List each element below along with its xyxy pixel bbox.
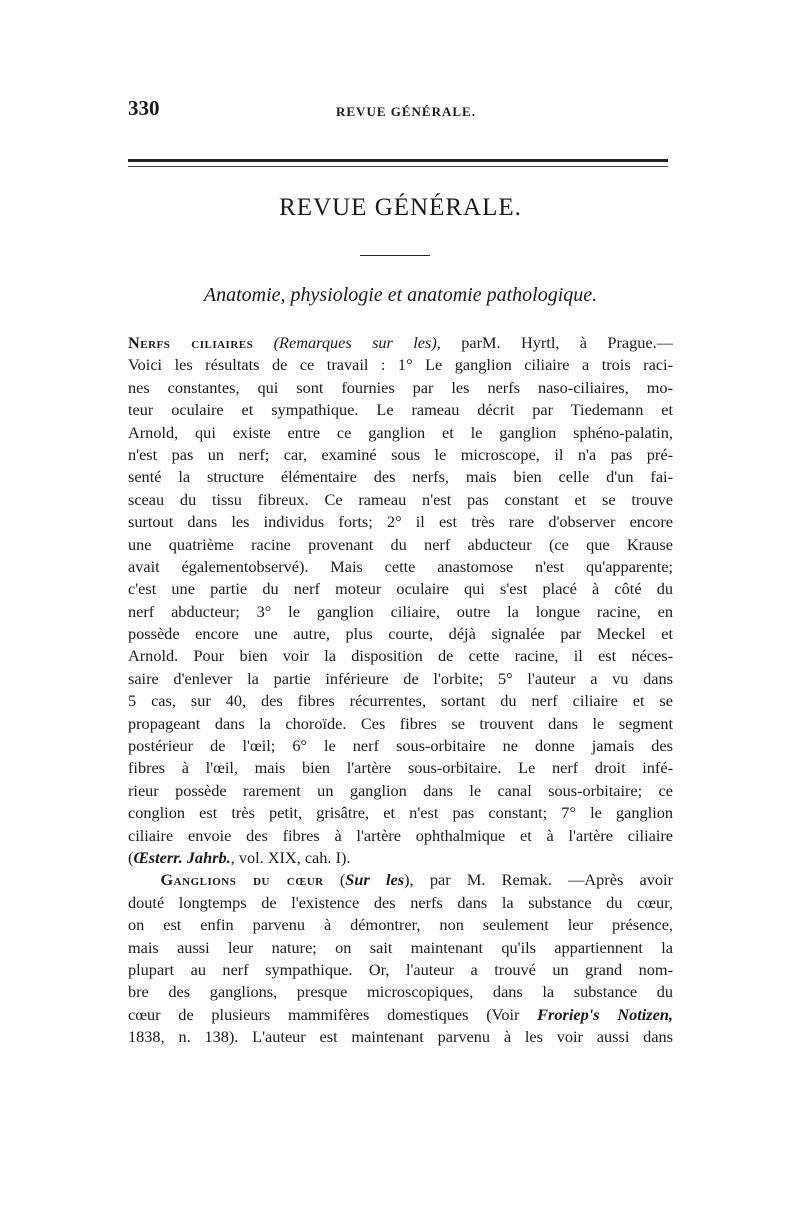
article2-line: mais aussi leur nature; on sait maintenant qu'ils appartiennent la [128,937,673,957]
article1-line: n'est pas un nerf; car, examiné sous le microscope, il n'a pas pré- [128,444,673,464]
article1-citation: (Œsterr. Jahrb., vol. XIX, cah. I). [128,847,351,867]
article1-line: sceau du tissu fibreux. Ce rameau n'est pas constant et se trouve [128,489,673,509]
article1-line: c'est une partie du nerf moteur oculaire qui s'est placé à côté du [128,579,673,599]
article2-line-text: cœur de plusieurs mammifères domestiques (Voir [128,1004,538,1024]
title-rule [360,255,430,256]
article1-line: postérieur de l'œil; 6° le nerf sous-orbitaire ne donne jamais des [128,736,673,756]
article2-subtitle: Sur les [345,870,405,890]
section-heading: Anatomie, physiologie et anatomie pathologique. [203,284,598,306]
article1-line: Arnold. Pour bien voir la disposition de cette racine, il est néces- [128,646,673,666]
header-rule-thin [128,166,668,167]
article1-line: saire d'enlever la partie inférieure de l'orbite; 5° l'auteur a vu dans [128,668,673,688]
article2-heading: Ganglions du cœur [160,870,324,890]
header-rule-thick [128,159,668,162]
article2-line: plupart au nerf sympathique. Or, l'auteur a trouvé un grand nom- [128,959,673,979]
article1-line: surtout dans les individus forts; 2° il est très rare d'observer encore [128,512,673,532]
running-head [128,96,673,126]
article1-line: 5 cas, sur 40, des fibres récurrentes, sortant du nerf ciliaire et se [128,691,673,711]
main-title: REVUE GÉNÉRALE. [279,194,522,221]
article1-line: senté la structure élémentaire des nerfs, mais bien celle d'un fai- [128,467,673,487]
article1-line: teur oculaire et sympathique. Le rameau décrit par Tiedemann et [128,400,673,420]
article2-last-line: 1838, n. 138). L'auteur est maintenant parvenu à les voir aussi dans [128,1027,673,1047]
article1-line: ciliaire envoie des fibres à l'artère ophthalmique et à l'artère ciliaire [128,825,673,845]
body-text [128,332,673,1049]
article2-author: , par M. Remak. —Après avoir [409,870,673,890]
article1-author: , parM. Hyrtl, à Prague.— [436,333,673,352]
article1-first-line [128,332,673,354]
article1-line: une quatrième racine provenant du nerf abducteur (ce que Krause [128,534,673,554]
article2-line: bre des ganglions, presque microscopiques, dans la substance du [128,982,673,1002]
running-title: REVUE GÉNÉRALE. [336,104,476,119]
article2-journal: Froriep's Notizen, [537,1004,673,1024]
article1-line: nes constantes, qui sont fournies par les nerfs naso-ciliaires, mo- [128,377,673,397]
article1-line: fibres à l'œil, mais bien l'artère sous-orbitaire. Le nerf droit infé- [128,758,673,778]
page-number: 330 [128,96,160,120]
article2-first-line: Ganglions du cœur (Sur les), par M. Remak. —Après avoir [160,870,673,890]
article2-line: on est enfin parvenu à démontrer, non seulement leur présence, [128,915,673,935]
article1-heading: Nerfs ciliaires [128,333,254,352]
article1-line: conglion est très petit, grisâtre, et n'est pas constant; 7° le ganglion [128,803,673,823]
article1-line: possède encore une autre, plus courte, déjà signalée par Meckel et [128,624,673,644]
article1-line: Voici les résultats de ce travail : 1° Le ganglion ciliaire a trois raci- [128,355,673,375]
article2-journal-line [128,1004,673,1026]
article1-line: avait égalementobservé). Mais cette anastomose n'est qu'apparente; [128,556,673,576]
article1-journal: Œsterr. Jahrb. [133,847,231,867]
article2-line: douté longtemps de l'existence des nerfs dans la substance du cœur, [128,892,673,912]
article1-subtitle: (Remarques sur les) [273,333,437,352]
article1-line: propageant dans la choroïde. Ces fibres se trouvent dans le segment [128,713,673,733]
article1-line: nerf abducteur; 3° le ganglion ciliaire, outre la longue racine, en [128,601,673,621]
article1-line: rieur possède rarement un ganglion dans le canal sous-orbitaire; ce [128,780,673,800]
article1-citation-rest: , vol. XIX, cah. I). [230,847,351,867]
article1-line: Arnold, qui existe entre ce ganglion et le ganglion sphéno-palatin, [128,422,673,442]
